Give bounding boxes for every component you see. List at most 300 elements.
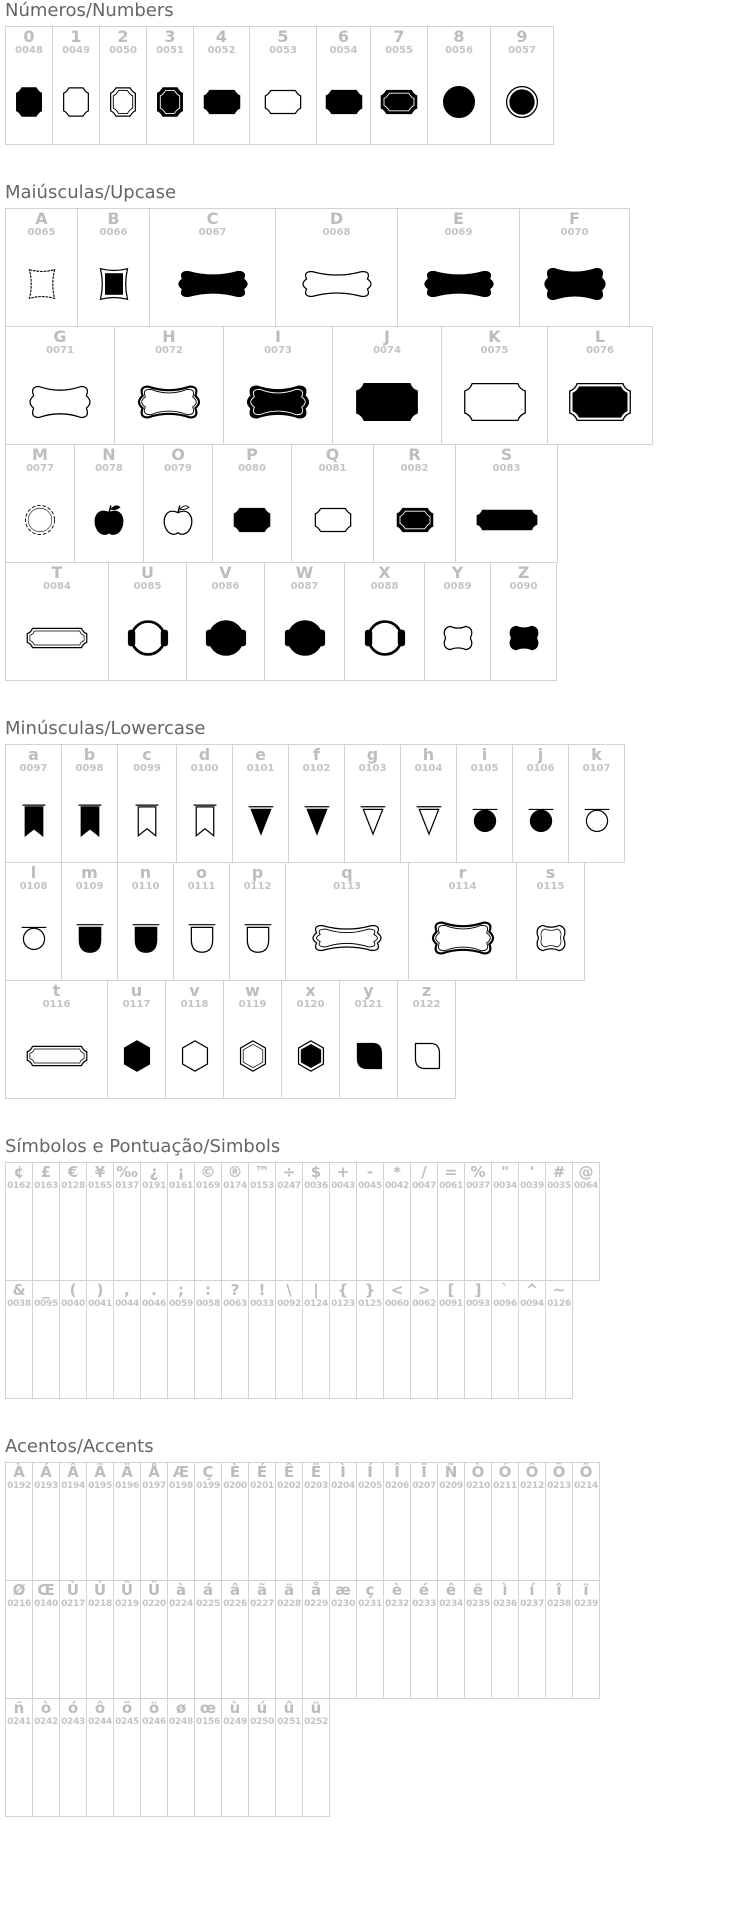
glyph-preview-icon <box>457 783 512 856</box>
glyph-code: 0237 <box>520 1599 544 1609</box>
glyph-code: 0084 <box>43 581 71 592</box>
glyph-cell <box>59 1462 87 1581</box>
glyph-cell <box>74 444 144 563</box>
glyph-cell <box>356 1162 384 1281</box>
glyph-preview-icon <box>187 601 264 674</box>
glyph-code: 0076 <box>586 345 614 356</box>
glyph-code: 0091 <box>439 1299 463 1309</box>
glyph-char: ä <box>283 1581 295 1599</box>
glyph-preview-icon <box>6 1019 107 1092</box>
glyph-code: 0169 <box>196 1181 220 1191</box>
glyph-code: 0163 <box>34 1181 58 1191</box>
glyph-char: H <box>162 327 176 346</box>
glyph-code: 0101 <box>246 763 275 774</box>
glyph-code: 0077 <box>26 463 54 474</box>
glyph-code: 0233 <box>412 1599 436 1609</box>
glyph-code: 0099 <box>133 763 161 774</box>
glyph-cell <box>264 562 345 681</box>
glyph-cell <box>329 1162 357 1281</box>
glyph-code: 0165 <box>88 1181 112 1191</box>
glyph-char: < <box>390 1281 404 1299</box>
glyph-char: A <box>35 209 48 228</box>
glyph-char: / <box>421 1163 427 1181</box>
glyph-code: 0085 <box>133 581 162 592</box>
glyph-preview-icon <box>6 365 114 438</box>
glyph-cell <box>5 1580 33 1699</box>
glyph-code: 0072 <box>155 345 183 356</box>
glyph-char: Ô <box>525 1463 539 1481</box>
glyph-cell <box>194 1580 222 1699</box>
glyph-char: ¿ <box>149 1163 159 1181</box>
glyph-preview-icon <box>398 247 519 320</box>
glyph-code: 0049 <box>62 45 90 56</box>
glyph-char: S <box>500 445 513 464</box>
glyph-char: _ <box>42 1281 50 1299</box>
glyph-char: Ó <box>498 1463 512 1481</box>
glyph-code: 0058 <box>196 1299 220 1309</box>
glyph-cell <box>316 26 371 145</box>
glyph-char: œ <box>199 1699 217 1717</box>
glyph-code: 0227 <box>250 1599 274 1609</box>
glyph-char: = <box>444 1163 458 1181</box>
glyph-cell <box>427 26 491 145</box>
glyph-char: 5 <box>277 27 289 46</box>
glyph-cell <box>5 862 62 981</box>
glyph-code: 0162 <box>7 1181 31 1191</box>
glyph-char: ^ <box>525 1281 539 1299</box>
glyph-code: 0241 <box>7 1717 31 1727</box>
glyph-char: R <box>408 445 421 464</box>
glyph-cell <box>140 1280 168 1399</box>
glyph-code: 0213 <box>547 1481 571 1491</box>
glyph-code: 0214 <box>574 1481 598 1491</box>
glyph-char: Î <box>394 1463 400 1481</box>
glyph-code: 0231 <box>358 1599 382 1609</box>
glyph-cell <box>221 1280 249 1399</box>
glyph-code: 0126 <box>547 1299 571 1309</box>
glyph-code: 0035 <box>547 1181 571 1191</box>
symbols-row <box>5 1162 730 1280</box>
glyph-cell <box>491 1162 519 1281</box>
accents-row <box>5 1462 730 1580</box>
glyph-char: Y <box>451 563 464 582</box>
glyph-code: 0140 <box>34 1599 58 1609</box>
glyph-char: ê <box>445 1581 457 1599</box>
glyph-code: 0107 <box>582 763 611 774</box>
glyph-cell <box>491 1280 519 1399</box>
glyph-preview-icon <box>428 65 490 138</box>
glyph-cell <box>99 26 147 145</box>
glyph-code: 0111 <box>187 881 216 892</box>
glyph-code: 0195 <box>88 1481 112 1491</box>
glyph-preview-icon <box>317 65 370 138</box>
glyph-code: 0153 <box>250 1181 274 1191</box>
glyph-cell <box>383 1162 411 1281</box>
glyph-cell <box>86 1580 114 1699</box>
glyph-cell <box>5 744 62 863</box>
glyph-code: 0211 <box>493 1481 517 1491</box>
glyph-preview-icon <box>6 601 108 674</box>
glyph-code: 0216 <box>7 1599 31 1609</box>
glyph-char: Æ <box>172 1463 190 1481</box>
glyph-cell <box>547 326 653 445</box>
glyph-code: 0055 <box>385 45 413 56</box>
glyph-cell <box>248 1162 276 1281</box>
glyph-code: 0174 <box>223 1181 247 1191</box>
glyph-char: L <box>594 327 606 346</box>
glyph-preview-icon <box>166 1019 223 1092</box>
glyph-char: ® <box>227 1163 243 1181</box>
glyph-cell <box>223 980 282 1099</box>
glyph-code: 0193 <box>34 1481 58 1491</box>
glyph-char: ú <box>256 1699 268 1717</box>
glyph-preview-icon <box>194 65 249 138</box>
glyph-cell <box>275 1280 303 1399</box>
glyph-char: \ <box>286 1281 292 1299</box>
glyph-char: 7 <box>393 27 405 46</box>
glyph-code: 0051 <box>156 45 184 56</box>
glyph-char: $ <box>310 1163 322 1181</box>
glyph-code: 0096 <box>493 1299 517 1309</box>
glyph-cell <box>302 1280 330 1399</box>
glyph-char: & <box>12 1281 26 1299</box>
glyph-cell <box>86 1462 114 1581</box>
glyph-cell <box>410 1580 438 1699</box>
glyph-char: % <box>470 1163 486 1181</box>
glyph-cell <box>5 208 78 327</box>
glyph-code: 0070 <box>560 227 589 238</box>
glyph-char: ÷ <box>282 1163 296 1181</box>
glyph-code: 0246 <box>142 1717 166 1727</box>
glyph-cell <box>441 326 548 445</box>
glyph-char: é <box>418 1581 430 1599</box>
glyph-code: 0125 <box>358 1299 382 1309</box>
glyph-char: U <box>141 563 154 582</box>
glyph-code: 0247 <box>277 1181 301 1191</box>
glyph-preview-icon <box>276 247 397 320</box>
glyph-cell <box>332 326 442 445</box>
glyph-cell <box>194 1462 222 1581</box>
glyph-char: g <box>366 745 379 764</box>
glyph-code: 0088 <box>370 581 399 592</box>
glyph-cell <box>302 1162 330 1281</box>
glyph-cell <box>5 1162 33 1281</box>
glyph-code: 0061 <box>439 1181 463 1191</box>
accents-grid <box>5 1462 730 1816</box>
glyph-cell <box>302 1580 330 1699</box>
glyph-char: û <box>283 1699 295 1717</box>
glyph-code: 0054 <box>329 45 358 56</box>
glyph-preview-icon <box>425 601 490 674</box>
section-title-numbers: Números/Numbers <box>5 0 174 21</box>
glyph-code: 0043 <box>331 1181 355 1191</box>
glyph-code: 0202 <box>277 1481 301 1491</box>
glyph-cell <box>373 444 456 563</box>
glyph-cell <box>288 744 345 863</box>
glyph-char: m <box>81 863 98 882</box>
glyph-char: p <box>251 863 264 882</box>
glyph-char: v <box>189 981 200 1000</box>
glyph-char: [ <box>447 1281 455 1299</box>
glyph-char: Â <box>67 1463 79 1481</box>
glyph-code: 0226 <box>223 1599 247 1609</box>
glyph-code: 0050 <box>109 45 137 56</box>
glyph-code: 0094 <box>520 1299 544 1309</box>
glyph-char: ¡ <box>177 1163 185 1181</box>
glyph-char: 3 <box>164 27 176 46</box>
glyph-preview-icon <box>115 365 223 438</box>
glyph-preview-icon <box>401 783 456 856</box>
glyph-code: 0081 <box>318 463 347 474</box>
glyph-char: 4 <box>215 27 228 46</box>
glyph-code: 0117 <box>122 999 151 1010</box>
glyph-cell <box>52 26 100 145</box>
glyph-char: u <box>130 981 143 1000</box>
glyph-code: 0207 <box>412 1481 436 1491</box>
glyph-code: 0192 <box>7 1481 31 1491</box>
glyph-code: 0242 <box>34 1717 58 1727</box>
glyph-code: 0066 <box>99 227 128 238</box>
glyph-cell <box>490 26 554 145</box>
glyph-cell <box>356 1280 384 1399</box>
glyph-char: B <box>107 209 120 228</box>
glyph-cell <box>383 1580 411 1699</box>
glyph-cell <box>568 744 625 863</box>
glyph-char: | <box>313 1281 319 1299</box>
lowercase-row <box>5 744 730 862</box>
glyph-cell <box>32 1580 60 1699</box>
glyph-char: l <box>30 863 37 882</box>
glyph-cell <box>61 862 118 981</box>
glyph-code: 0110 <box>131 881 160 892</box>
glyph-cell <box>437 1580 465 1699</box>
glyph-char: ! <box>258 1281 266 1299</box>
glyph-cell <box>518 1162 546 1281</box>
glyph-preview-icon <box>147 65 193 138</box>
glyph-preview-icon <box>513 783 568 856</box>
glyph-preview-icon <box>6 901 61 974</box>
glyph-code: 0082 <box>400 463 429 474</box>
glyph-preview-icon <box>286 901 408 974</box>
glyph-preview-icon <box>62 783 117 856</box>
glyph-cell <box>32 1698 60 1817</box>
glyph-code: 0108 <box>19 881 48 892</box>
glyph-char: Ù <box>66 1581 80 1599</box>
glyph-char: i <box>481 745 488 764</box>
glyph-char: ô <box>94 1699 106 1717</box>
glyph-code: 0219 <box>115 1599 139 1609</box>
glyph-cell <box>464 1162 492 1281</box>
glyph-preview-icon <box>62 901 117 974</box>
glyph-preview-icon <box>520 247 629 320</box>
glyph-char: õ <box>121 1699 133 1717</box>
glyph-char: ò <box>40 1699 52 1717</box>
glyph-preview-icon <box>409 901 516 974</box>
glyph-code: 0074 <box>373 345 401 356</box>
glyph-code: 0122 <box>412 999 441 1010</box>
glyph-cell <box>437 1462 465 1581</box>
glyph-char: K <box>488 327 501 346</box>
glyph-code: 0078 <box>95 463 123 474</box>
glyph-cell <box>490 562 557 681</box>
glyph-char: ? <box>230 1281 240 1299</box>
glyph-char: 1 <box>70 27 82 46</box>
glyph-code: 0069 <box>444 227 473 238</box>
symbols-row <box>5 1280 730 1398</box>
glyph-code: 0156 <box>196 1717 220 1727</box>
glyph-cell <box>410 1462 438 1581</box>
glyph-code: 0113 <box>333 881 361 892</box>
glyph-char: h <box>422 745 435 764</box>
glyph-char: ' <box>529 1163 535 1181</box>
glyph-preview-icon <box>340 1019 397 1092</box>
glyph-char: ï <box>583 1581 589 1599</box>
glyph-preview-icon <box>177 783 232 856</box>
glyph-code: 0034 <box>493 1181 517 1191</box>
glyph-cell <box>275 1162 303 1281</box>
glyph-char: Á <box>40 1463 52 1481</box>
glyph-cell <box>167 1580 195 1699</box>
glyph-code: 0087 <box>290 581 319 592</box>
section-title-accents: Acentos/Accents <box>5 1436 154 1457</box>
glyph-code: 0046 <box>142 1299 166 1309</box>
glyph-cell <box>249 26 317 145</box>
glyph-code: 0198 <box>169 1481 193 1491</box>
glyph-code: 0224 <box>169 1599 193 1609</box>
glyph-code: 0116 <box>42 999 71 1010</box>
glyph-cell <box>285 862 409 981</box>
section-title-upcase: Maiúsculas/Upcase <box>5 182 177 203</box>
glyph-code: 0210 <box>466 1481 490 1491</box>
glyph-code: 0053 <box>269 45 297 56</box>
glyph-cell <box>464 1280 492 1399</box>
glyph-char: M <box>32 445 48 464</box>
glyph-cell <box>59 1580 87 1699</box>
glyph-code: 0209 <box>439 1481 463 1491</box>
glyph-cell <box>302 1698 330 1817</box>
glyph-char: @ <box>578 1163 594 1181</box>
glyph-code: 0080 <box>238 463 266 474</box>
glyph-code: 0228 <box>277 1599 301 1609</box>
glyph-cell <box>248 1280 276 1399</box>
glyph-code: 0137 <box>115 1181 139 1191</box>
glyph-char: Ò <box>471 1463 485 1481</box>
glyph-preview-icon <box>548 365 652 438</box>
glyph-code: 0079 <box>164 463 192 474</box>
glyph-cell <box>221 1162 249 1281</box>
glyph-char: £ <box>40 1163 52 1181</box>
glyph-char: , <box>124 1281 130 1299</box>
glyph-cell <box>545 1162 573 1281</box>
glyph-cell <box>248 1462 276 1581</box>
glyph-char: > <box>417 1281 431 1299</box>
glyph-cell <box>5 326 115 445</box>
glyph-cell <box>114 326 224 445</box>
glyph-cell <box>117 744 177 863</box>
glyph-preview-icon <box>333 365 441 438</box>
glyph-char: N <box>102 445 116 464</box>
glyph-cell <box>437 1280 465 1399</box>
glyph-preview-icon <box>108 1019 165 1092</box>
glyph-char: 6 <box>337 27 350 46</box>
glyph-cell <box>456 744 513 863</box>
glyph-cell <box>59 1698 87 1817</box>
glyph-preview-icon <box>109 601 186 674</box>
glyph-cell <box>212 444 292 563</box>
glyph-code: 0090 <box>509 581 538 592</box>
glyph-char: Ã <box>94 1463 106 1481</box>
glyph-code: 0191 <box>142 1181 166 1191</box>
glyph-preview-icon <box>150 247 275 320</box>
glyph-char: Z <box>517 563 530 582</box>
glyph-char: E <box>453 209 464 228</box>
glyph-cell <box>167 1698 195 1817</box>
glyph-code: 0071 <box>46 345 74 356</box>
glyph-code: 0204 <box>331 1481 355 1491</box>
glyph-cell <box>146 26 194 145</box>
glyph-code: 0234 <box>439 1599 463 1609</box>
glyph-char: Ç <box>202 1463 214 1481</box>
glyph-cell <box>86 1162 114 1281</box>
glyph-code: 0037 <box>466 1181 490 1191</box>
glyph-char: k <box>591 745 602 764</box>
glyph-code: 0073 <box>264 345 292 356</box>
glyph-char: + <box>336 1163 350 1181</box>
glyph-char: 2 <box>117 27 129 46</box>
glyph-char: Ê <box>283 1463 295 1481</box>
glyph-preview-icon <box>345 601 424 674</box>
glyph-code: 0097 <box>19 763 48 774</box>
glyph-preview-icon <box>250 65 316 138</box>
glyph-char: ñ <box>13 1699 25 1717</box>
upcase-row <box>5 562 730 680</box>
glyph-code: 0252 <box>304 1717 328 1727</box>
glyph-cell <box>464 1462 492 1581</box>
glyph-preview-icon <box>265 601 344 674</box>
glyph-code: 0045 <box>358 1181 382 1191</box>
glyph-code: 0217 <box>61 1599 85 1609</box>
glyph-preview-icon <box>398 1019 455 1092</box>
glyph-code: 0062 <box>412 1299 436 1309</box>
glyph-char: x <box>305 981 316 1000</box>
glyph-code: 0036 <box>304 1181 328 1191</box>
glyph-char: Õ <box>552 1463 566 1481</box>
glyph-cell <box>339 980 398 1099</box>
glyph-cell <box>275 208 398 327</box>
glyph-char: : <box>205 1281 211 1299</box>
glyph-cell <box>194 1280 222 1399</box>
glyph-char: Ñ <box>444 1463 458 1481</box>
glyph-code: 0102 <box>302 763 331 774</box>
glyph-code: 0123 <box>331 1299 355 1309</box>
glyph-char: a <box>28 745 39 764</box>
glyph-code: 0245 <box>115 1717 139 1727</box>
glyph-preview-icon <box>213 483 291 556</box>
glyph-char: È <box>229 1463 241 1481</box>
glyph-cell <box>572 1162 600 1281</box>
glyph-preview-icon <box>100 65 146 138</box>
glyph-char: e <box>255 745 266 764</box>
glyph-cell <box>32 1462 60 1581</box>
glyph-char: * <box>393 1163 401 1181</box>
glyph-cell <box>329 1462 357 1581</box>
upcase-grid <box>5 208 730 680</box>
glyph-cell <box>275 1698 303 1817</box>
lowercase-row <box>5 862 730 980</box>
glyph-char: ‰ <box>116 1163 138 1181</box>
glyph-cell <box>424 562 491 681</box>
glyph-char: X <box>378 563 391 582</box>
